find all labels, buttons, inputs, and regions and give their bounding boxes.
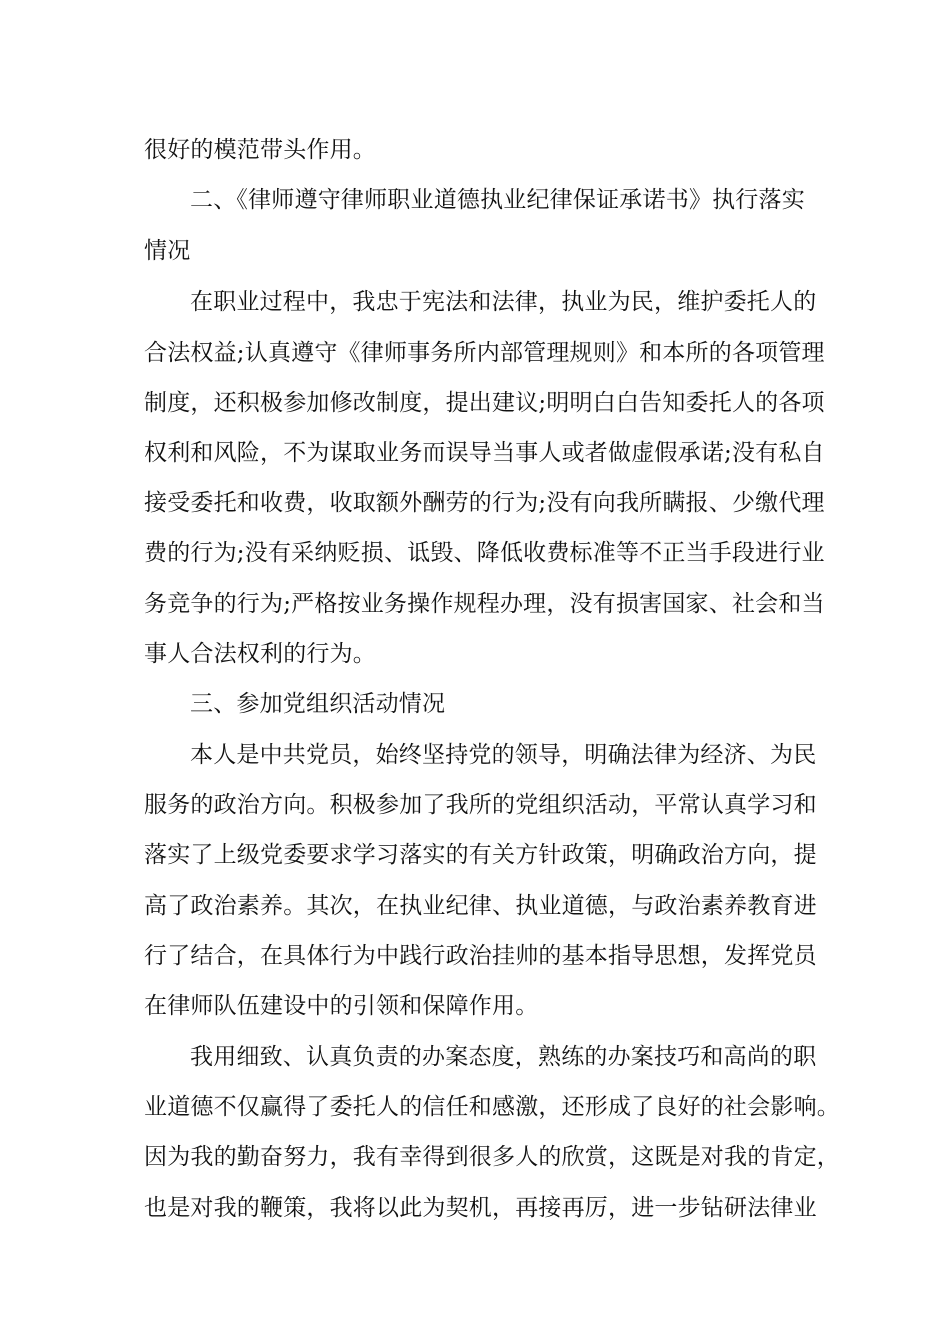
text-line: 情况 [144, 238, 191, 264]
paragraph-line: 服务的政治方向。积极参加了我所的党组织活动，平常认真学习和 [144, 792, 817, 818]
paragraph-line: 在律师队伍建设中的引领和保障作用。 [144, 993, 539, 1019]
section-heading: 三、参加党组织活动情况 [190, 691, 446, 717]
section-heading: 二、《律师遵守律师职业道德执业纪律保证承诺书》执行落实 [190, 187, 805, 213]
paragraph-line: 事人合法权利的行为。 [144, 641, 376, 667]
paragraph-line: 落实了上级党委要求学习落实的有关方针政策，明确政治方向，提 [144, 842, 817, 868]
text-line: 很好的模范带头作用。 [144, 137, 376, 163]
paragraph-line: 业道德不仅赢得了委托人的信任和感激，还形成了良好的社会影响。 [144, 1094, 840, 1120]
paragraph-line: 本人是中共党员，始终坚持党的领导，明确法律为经济、为民 [190, 742, 817, 768]
paragraph-line: 也是对我的鞭策，我将以此为契机，再接再厉，进一步钻研法律业 [144, 1195, 817, 1221]
paragraph-line: 我用细致、认真负责的办案态度，熟练的办案技巧和高尚的职 [190, 1044, 817, 1070]
paragraph-line: 因为我的勤奋努力，我有幸得到很多人的欣赏，这既是对我的肯定， [144, 1144, 840, 1170]
paragraph-line: 制度，还积极参加修改制度，提出建议;明明白白告知委托人的各项 [144, 390, 825, 416]
paragraph-line: 高了政治素养。其次，在执业纪律、执业道德，与政治素养教育进 [144, 893, 817, 919]
paragraph-line: 在职业过程中，我忠于宪法和法律，执业为民，维护委托人的 [190, 289, 817, 315]
paragraph-line: 务竞争的行为;严格按业务操作规程办理，没有损害国家、社会和当 [144, 591, 825, 617]
paragraph-line: 接受委托和收费，收取额外酬劳的行为;没有向我所瞒报、少缴代理 [144, 490, 825, 516]
paragraph-line: 费的行为;没有采纳贬损、诋毁、降低收费标准等不正当手段进行业 [144, 540, 825, 566]
paragraph-line: 合法权益;认真遵守《律师事务所内部管理规则》和本所的各项管理 [144, 340, 825, 366]
paragraph-line: 行了结合，在具体行为中践行政治挂帅的基本指导思想，发挥党员 [144, 943, 817, 969]
paragraph-line: 权利和风险，不为谋取业务而误导当事人或者做虚假承诺;没有私自 [144, 440, 825, 466]
